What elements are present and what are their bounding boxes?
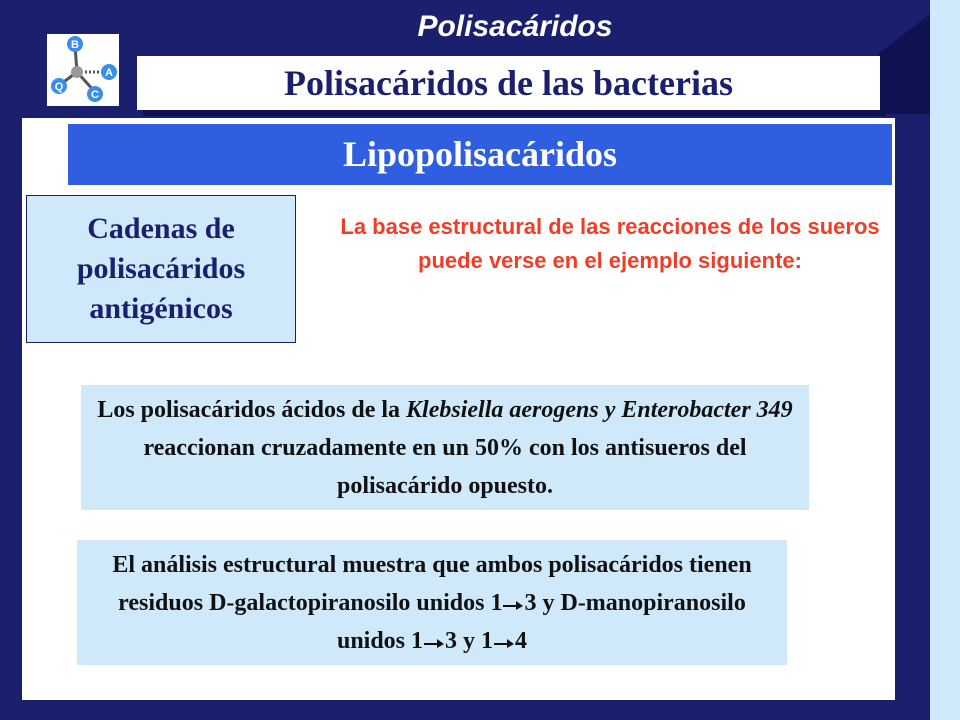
- analysis-part1: El análisis estructural muestra que ambos polisacáridos tienen residuos D-galactopiranosilo unidos 1: [112, 551, 752, 616]
- klebsiella-species: Klebsiella aerogens y Enterobacter 349: [406, 396, 793, 423]
- antigen-line-1: Cadenas de: [87, 212, 235, 245]
- klebsiella-text: [90, 391, 800, 505]
- section-bar: [68, 124, 892, 185]
- antigen-line-2: polisacáridos: [76, 252, 246, 285]
- antigen-chains-text: [36, 209, 286, 329]
- logo-letter-q: Q: [54, 81, 64, 93]
- logo-letter-b: B: [71, 39, 79, 51]
- structural-analysis-box: [77, 540, 787, 665]
- logo-letter-a: A: [105, 67, 113, 79]
- klebsiella-text-part1: Los polisacáridos ácidos de la: [97, 396, 407, 423]
- section-title: Lipopolisacáridos: [342, 134, 618, 174]
- analysis-part3: 3 y 1: [445, 627, 494, 654]
- analysis-part2: 3 y D-manopiranosilo unidos 1: [336, 589, 746, 654]
- antigen-chains-box: [26, 195, 296, 343]
- frame-left: [0, 0, 22, 720]
- arrow-right-icon: [493, 635, 515, 649]
- logo-letter-c: C: [91, 89, 99, 101]
- arrow-right-icon: [502, 597, 524, 611]
- molecule-icon: [47, 34, 119, 106]
- klebsiella-text-part2: reaccionan cruzadamente en un 50% con los antisueros del polisacárido opuesto.: [143, 434, 747, 499]
- antigen-line-3: antigénicos: [89, 292, 233, 325]
- arrow-right-icon: [423, 635, 445, 649]
- intro-text: La base estructural de las reacciones de los sueros puede verse en el ejemplo siguiente:: [340, 214, 880, 273]
- top-title: Polisacáridos: [417, 10, 613, 43]
- structural-analysis-text: [82, 546, 782, 660]
- klebsiella-box: [81, 385, 809, 510]
- title-bar: [137, 56, 880, 110]
- logo: [47, 34, 119, 106]
- page-title: Polisacáridos de las bacterias: [284, 63, 733, 103]
- analysis-part4: 4: [515, 627, 528, 654]
- frame-bottom: [0, 700, 930, 720]
